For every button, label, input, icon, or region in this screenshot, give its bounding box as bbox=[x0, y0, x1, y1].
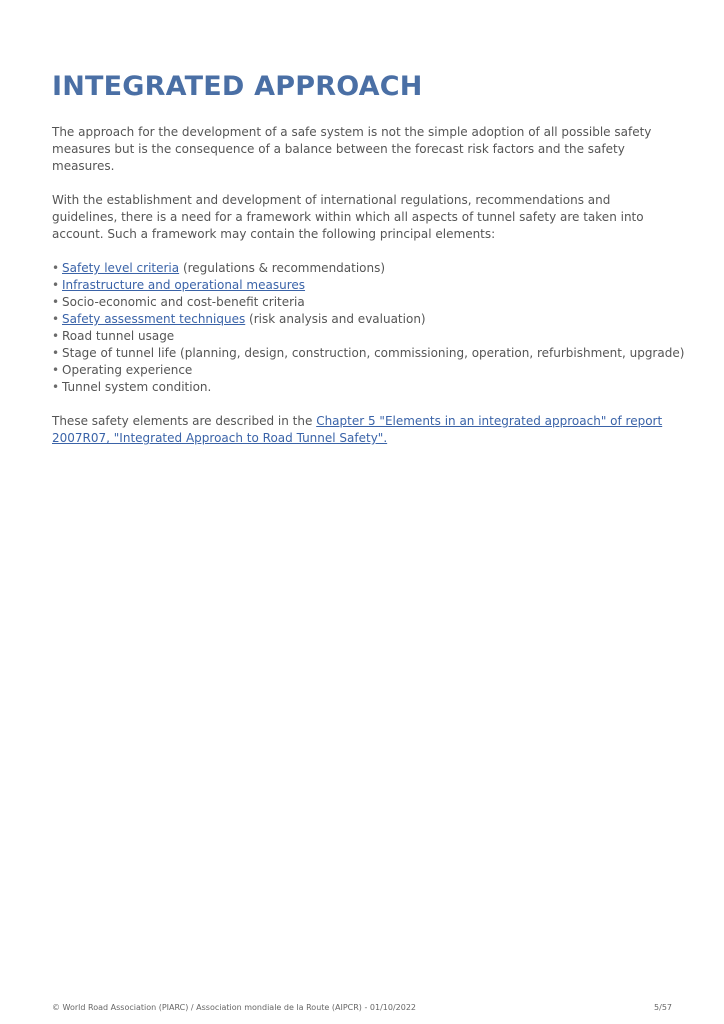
main-content bbox=[52, 124, 685, 464]
list-item bbox=[52, 328, 677, 345]
safety-assessment-techniques-link[interactable]: Safety assessment techniques bbox=[62, 312, 246, 326]
principal-elements-list bbox=[52, 260, 685, 396]
list-item bbox=[52, 379, 677, 396]
list-item bbox=[52, 345, 685, 362]
list-item-text: Road tunnel usage bbox=[62, 329, 175, 343]
intro-paragraph: The approach for the development of a safe system is not the simple adoption of all possible safety measures but is the consequence of a balance between the forecast risk factors and the safety measures. bbox=[52, 125, 652, 173]
list-item bbox=[52, 362, 677, 379]
closing-text: These safety elements are described in the bbox=[52, 414, 317, 428]
list-item-text: Operating experience bbox=[62, 363, 193, 377]
list-item bbox=[52, 277, 677, 294]
list-item-text: Socio-economic and cost-benefit criteria bbox=[62, 295, 305, 309]
page-title: INTEGRATED APPROACH bbox=[52, 71, 423, 102]
infrastructure-measures-link[interactable]: Infrastructure and operational measures bbox=[62, 278, 306, 292]
framework-paragraph: With the establishment and development of international regulations, recommendations and guidelines, there is a need for a framework within which all aspects of tunnel safety are taken into account. Such a framework may contain the following principal elements: bbox=[52, 193, 644, 241]
list-item bbox=[52, 260, 677, 277]
list-item-text: (regulations & recommendations) bbox=[179, 261, 386, 275]
footer-page-number: 5/57 bbox=[654, 1003, 672, 1012]
list-item-text: Stage of tunnel life (planning, design, construction, commissioning, operation, refurbishment, upgrade) bbox=[62, 346, 685, 360]
closing-paragraph bbox=[52, 413, 677, 447]
list-item bbox=[52, 294, 677, 311]
safety-level-criteria-link[interactable]: Safety level criteria bbox=[62, 261, 180, 275]
list-item-text: Tunnel system condition. bbox=[62, 380, 212, 394]
list-item-text: (risk analysis and evaluation) bbox=[245, 312, 426, 326]
footer-copyright: © World Road Association (PIARC) / Association mondiale de la Route (AIPCR) - 01/10/2022 bbox=[52, 1003, 416, 1012]
chapter-5-report-link[interactable]: Chapter 5 "Elements in an integrated approach" of report 2007R07, "Integrated Approach to Road Tunnel Safety". bbox=[52, 414, 663, 445]
list-item bbox=[52, 311, 677, 328]
